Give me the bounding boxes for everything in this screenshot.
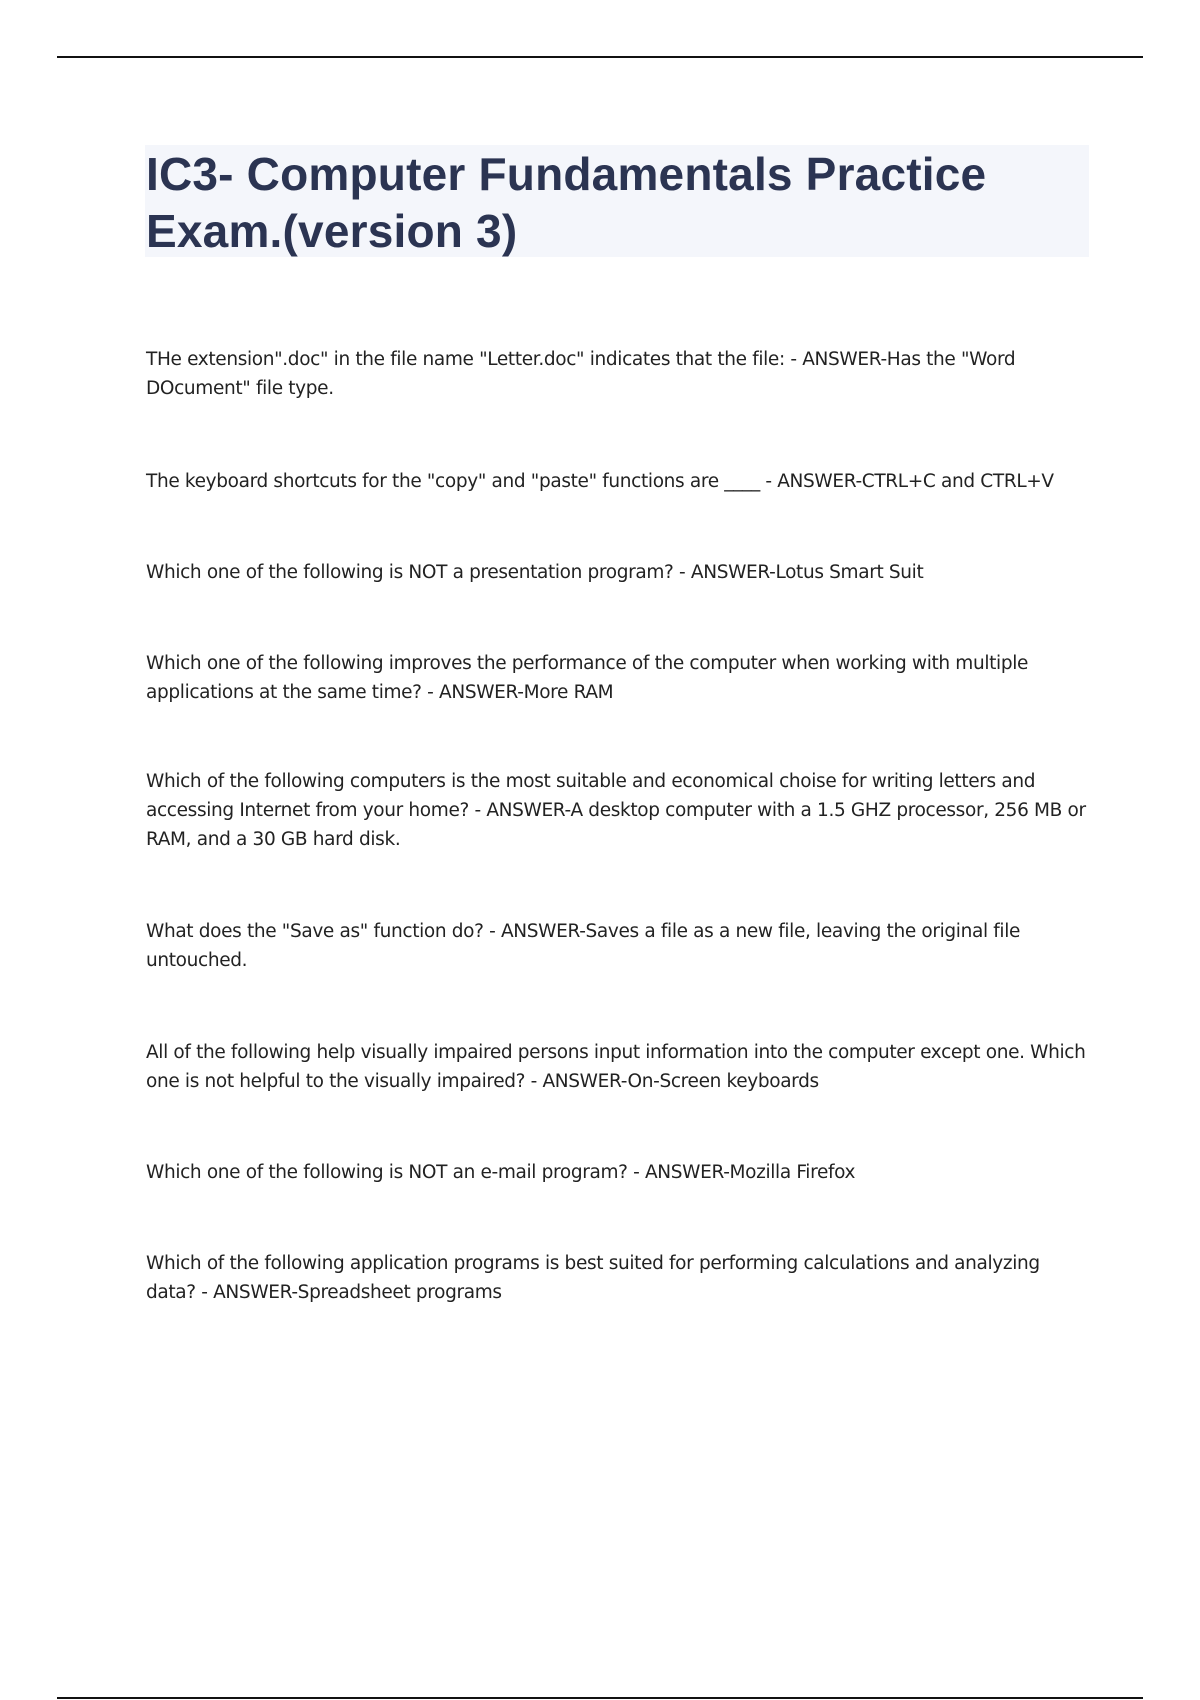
qa-item: Which one of the following is NOT an e-mail program? - ANSWER-Mozilla Firefox	[146, 1162, 856, 1183]
qa-item: Which one of the following improves the performance of the computer when working with multiple applications at the same time? - ANSWER-More RAM	[146, 653, 1029, 703]
qa-item: THe extension".doc" in the file name "Letter.doc" indicates that the file: - ANSWER-Has the "Word DOcument" file type.	[146, 349, 1016, 399]
top-rule	[57, 56, 1143, 58]
bottom-rule	[57, 1697, 1143, 1699]
qa-list	[146, 345, 1091, 1340]
page-title: IC3- Computer Fundamentals Practice Exam.(version 3)	[146, 148, 987, 257]
qa-item: Which of the following application programs is best suited for performing calculations and analyzing data? - ANSWER-Spreadsheet programs	[146, 1253, 1040, 1303]
qa-item: What does the "Save as" function do? - ANSWER-Saves a file as a new file, leaving the original file untouched.	[146, 921, 1021, 971]
qa-item: All of the following help visually impaired persons input information into the computer except one. Which one is not helpful to the visually impaired? - ANSWER-On-Screen keyboards	[146, 1042, 1086, 1092]
qa-item: The keyboard shortcuts for the "copy" and "paste" functions are ____ - ANSWER-CTRL+C and CTRL+V	[146, 471, 1054, 492]
qa-item: Which of the following computers is the most suitable and economical choise for writing letters and accessing Internet from your home? - ANSWER-A desktop computer with a 1.5 GHZ processor, 256 MB or RAM, and a 30 GB hard disk.	[146, 771, 1086, 850]
qa-item: Which one of the following is NOT a presentation program? - ANSWER-Lotus Smart Suit	[146, 562, 924, 583]
